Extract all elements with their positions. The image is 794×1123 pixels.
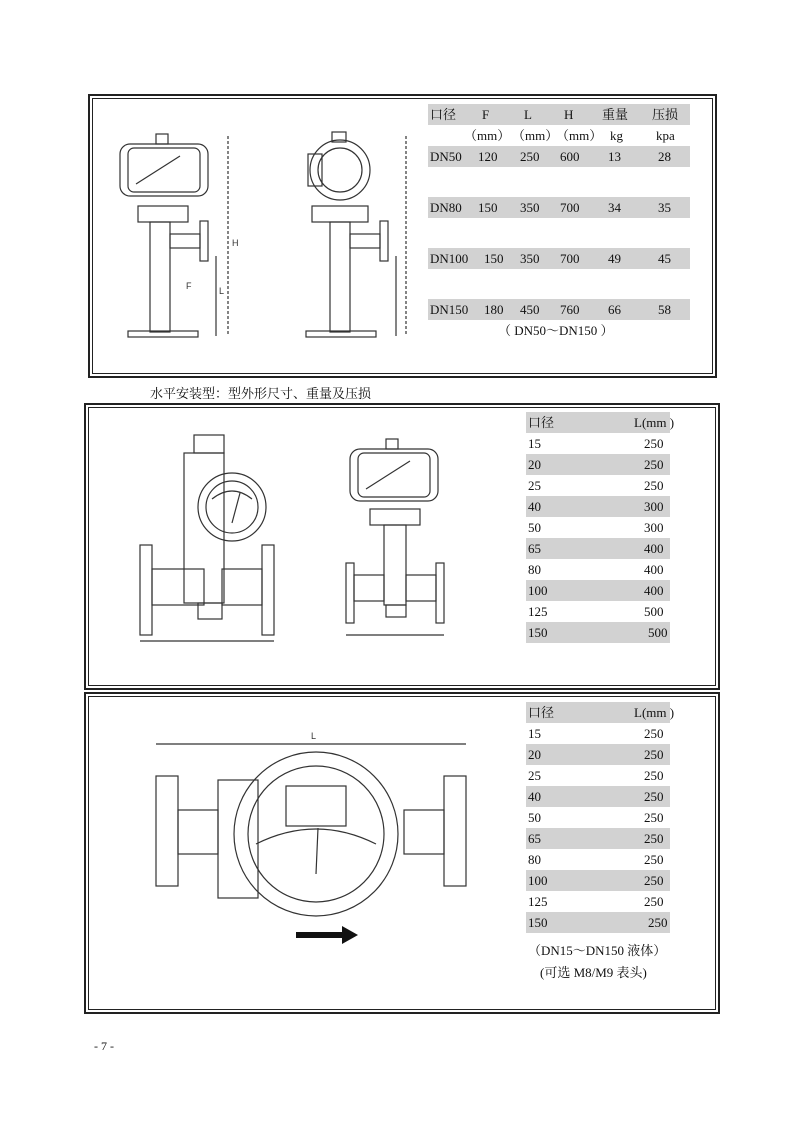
header-cell: L(mm ) <box>634 705 675 720</box>
table-row: DN80 150 350 700 34 35 <box>428 197 690 218</box>
cell-diameter: 100 <box>528 583 548 598</box>
cell-length: 400 <box>644 583 664 598</box>
unit-cell: kpa <box>656 128 675 143</box>
table-note: （ DN50～DN150 ） <box>498 323 614 338</box>
table-row <box>526 559 670 580</box>
table-row: DN150 180 450 760 66 58 <box>428 299 690 320</box>
horizontal-meter-drawing <box>132 427 472 647</box>
table-row <box>526 870 670 891</box>
cell-length: 500 <box>644 604 664 619</box>
table-header-row <box>526 702 675 723</box>
cell-length: 300 <box>644 499 664 514</box>
dim-label-l-section3: L <box>311 731 317 741</box>
cell-diameter: 20 <box>528 457 541 472</box>
cell-diameter: 40 <box>528 499 541 514</box>
table-row <box>526 496 670 517</box>
table-row <box>526 475 670 496</box>
cell-length: 250 <box>644 726 664 741</box>
table-row: DN50 120 250 600 13 28 <box>428 146 690 167</box>
cell-length: 250 <box>644 457 664 472</box>
table-row <box>526 538 670 559</box>
table-row <box>526 765 670 786</box>
cell-length: 400 <box>644 562 664 577</box>
cell-length: 250 <box>644 768 664 783</box>
table-header-row <box>526 412 675 433</box>
section-caption: 水平安装型：型外形尺寸、重量及压损 <box>150 386 372 401</box>
cell-diameter: 15 <box>528 436 541 451</box>
table-row <box>526 723 670 744</box>
table-row <box>526 828 670 849</box>
cell-length: 250 <box>644 747 664 762</box>
section-3-frame <box>84 692 720 1014</box>
flow-direction-arrow <box>296 926 358 944</box>
dim-label-h: H <box>232 238 239 248</box>
table-row <box>526 580 670 601</box>
cell-diameter: 80 <box>528 852 541 867</box>
unit-cell: （mm） <box>556 128 603 143</box>
header-cell: 压损 <box>652 107 679 122</box>
table-row <box>526 849 670 870</box>
cell-diameter: 50 <box>528 520 541 535</box>
header-cell: 口径 <box>430 107 457 122</box>
cell-length: 250 <box>644 852 664 867</box>
table-row <box>526 601 670 622</box>
cell-diameter: 40 <box>528 789 541 804</box>
header-cell: F <box>482 107 490 122</box>
table-row <box>526 433 670 454</box>
table-row <box>526 622 670 643</box>
cell-diameter: 20 <box>528 747 541 762</box>
cell-length: 250 <box>644 894 664 909</box>
section-3-note-1: （DN15～DN150 液体） <box>528 943 667 958</box>
vertical-meter-drawing <box>100 126 420 356</box>
table-row: DN100 150 350 700 49 45 <box>428 248 690 269</box>
cell-diameter: 150 <box>528 625 548 640</box>
dim-label-l: L <box>219 286 225 296</box>
cell-diameter: 125 <box>528 894 548 909</box>
cell-diameter: 100 <box>528 873 548 888</box>
cell-length: 250 <box>648 915 668 930</box>
cell-length: 300 <box>644 520 664 535</box>
cell-diameter: 50 <box>528 810 541 825</box>
unit-cell: （mm） <box>512 128 559 143</box>
cell-diameter: 150 <box>528 915 548 930</box>
section-3-table <box>526 702 675 933</box>
table-row <box>526 912 670 933</box>
table-header-row <box>428 104 690 125</box>
header-cell: 口径 <box>528 415 555 430</box>
cell-length: 250 <box>644 810 664 825</box>
cell-diameter: 15 <box>528 726 541 741</box>
table-row <box>526 891 670 912</box>
cell-diameter: 25 <box>528 478 541 493</box>
header-cell: 重量 <box>602 107 629 122</box>
header-cell: H <box>564 107 574 122</box>
header-cell: L <box>524 107 532 122</box>
unit-cell: kg <box>610 128 623 143</box>
table-row <box>526 786 670 807</box>
cell-diameter: 80 <box>528 562 541 577</box>
section-1-frame <box>88 94 717 378</box>
page-number: - 7 - <box>94 1039 114 1053</box>
cell-length: 400 <box>644 541 664 556</box>
cell-length: 250 <box>644 478 664 493</box>
inline-meter-drawing <box>146 724 476 954</box>
cell-length: 500 <box>648 625 668 640</box>
cell-length: 250 <box>644 873 664 888</box>
header-cell: 口径 <box>528 705 555 720</box>
unit-cell: （mm） <box>464 128 511 143</box>
dim-label-f: F <box>186 281 192 291</box>
section-2-frame <box>84 403 720 690</box>
table-row <box>526 744 670 765</box>
cell-diameter: 65 <box>528 541 541 556</box>
header-cell: L(mm ) <box>634 415 675 430</box>
table-units-row <box>428 125 690 146</box>
cell-length: 250 <box>644 436 664 451</box>
section-1-table <box>428 104 690 341</box>
table-row <box>526 807 670 828</box>
cell-diameter: 65 <box>528 831 541 846</box>
cell-diameter: 125 <box>528 604 548 619</box>
cell-diameter: 25 <box>528 768 541 783</box>
table-row <box>526 454 670 475</box>
section-3-note-2: (可选 M8/M9 表头) <box>540 965 647 980</box>
table-row <box>526 517 670 538</box>
cell-length: 250 <box>644 789 664 804</box>
section-2-table <box>526 412 675 643</box>
cell-length: 250 <box>644 831 664 846</box>
